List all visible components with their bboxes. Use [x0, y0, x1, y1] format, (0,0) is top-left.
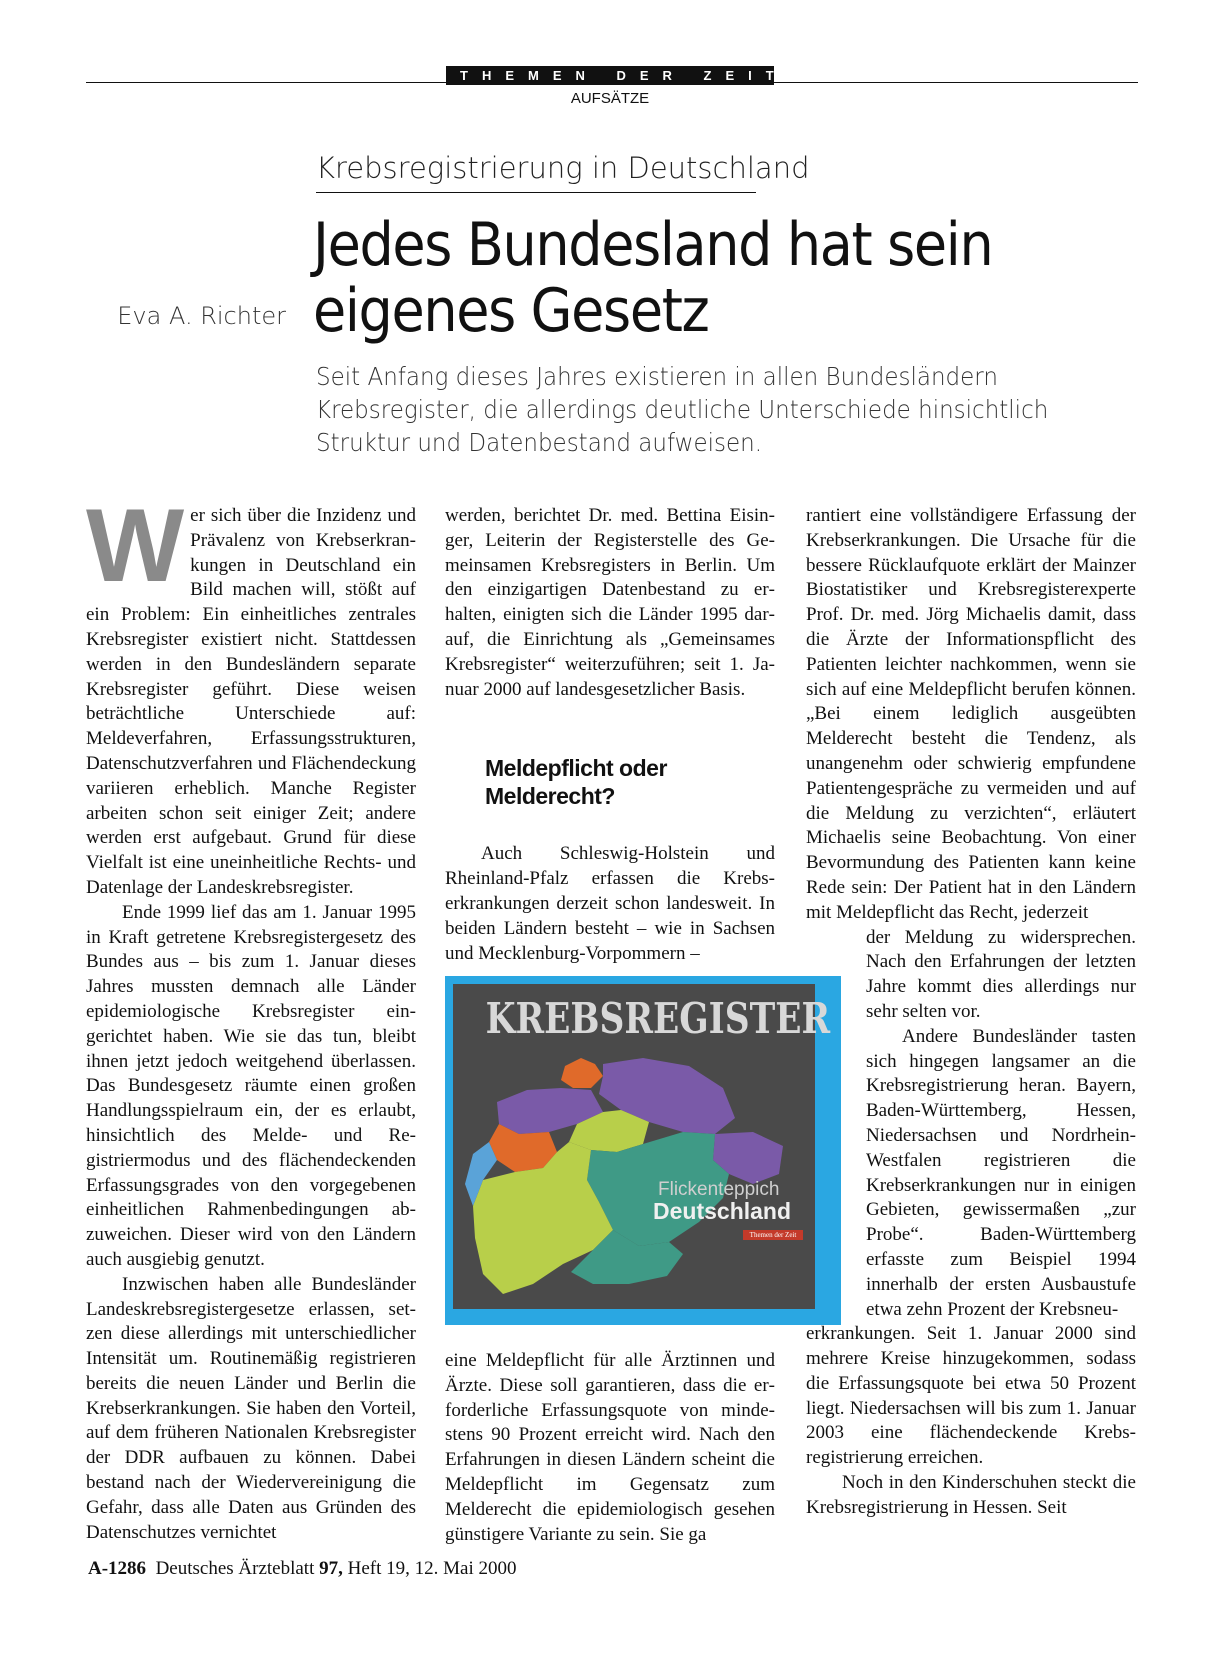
paragraph: Ende 1999 lief das am 1. Januar 1995 in Kraft getretene Krebsregistergesetz des Bundes aus – bis zum 1. Januar dieses Jahres mussten demnach alle Länder epidemiologische Krebsregister eingerichtet haben. Wie sie das tun, bleibt ihnen jetzt jedoch weitgehend überlassen. Das Bundesgesetz räumte einen großen Handlungsspielraum ein, der es erlaubt, hinsichtlich des Melde- und Registriermodus und des flächendeckenden Erfassungsgrades von den vorgegebenen einheitlichen Rahmenbedingungen abzuweichen. Dieser wird von den Ländern auch ausgiebig genutzt. [86, 901, 416, 1270]
subhead-line-2: Melderecht? [485, 783, 615, 810]
kicker-rule [316, 192, 756, 193]
column-1 [86, 488, 416, 1545]
headline-line-2: eigenes Gesetz [313, 276, 709, 346]
paragraph: Noch in den Kinderschuhen steckt die Krebsregistrierung in Hessen. Seit [806, 1472, 1136, 1518]
paragraph: Andere Bundesländer tasten sich hingegen langsamer an die Krebsregistrierung heran. Bayern, Baden-Württemberg, Hessen, Niedersachsen und Nordrhein-Westfalen registrieren die Krebserkrankungen nur in einigen Gebieten, gewissermaßen „zur Probe“. Baden-Württemberg erfasste zum Beispiel 1994 innerhalb der ersten Ausbaustufe etwa zehn Prozent der Krebsneu- [866, 1025, 1136, 1320]
page-number: A-1286 [88, 1558, 147, 1579]
krebsregister-figure [445, 976, 841, 1325]
column-2 [445, 504, 775, 966]
paragraph: Inzwischen haben alle Bundesländer Landeskrebsregistergesetze erlassen, setzen diese allerdings mit unterschiedlicher Intensität um. Routinemäßig registrieren bereits die neuen Länder und Berlin die Krebserkrankungen. Sie haben den Vorteil, auf dem früheren Nationalen Krebsregister der DDR aufbauen zu können. Dabei bestand nach der Wiedervereinigung die Gefahr, dass alle Daten aus Gründen des Datenschutzes vernichtet [86, 1273, 416, 1543]
paragraph: werden, berichtet Dr. med. Bettina Eisinger, Leiterin der Registerstelle des Gemeinsamen Krebsregisters in Berlin. Um den einzigartigen Datenbestand zu erhalten, einigten sich die Länder 1995 darauf, die Einrichtung als „Gemeinsames Krebsregister“ weiterzuführen; seit 1. Januar 2000 auf landesgesetzlicher Basis. [445, 505, 775, 700]
germany-map-image [453, 984, 831, 1309]
article-headline [313, 212, 1051, 344]
drop-cap: W [86, 488, 185, 604]
journal-name: Deutsches Ärzteblatt [155, 1558, 315, 1579]
page-footer [88, 1558, 517, 1580]
section-label: THEMEN DER ZEIT [446, 66, 774, 85]
figure-panel [453, 984, 831, 1309]
article-kicker: Krebsregistrierung in Deutschland [316, 151, 810, 185]
figure-title: KREBSREGISTER [485, 994, 831, 1043]
figure-subtitle-1: Flickenteppich [658, 1179, 780, 1200]
map-region-north [561, 1058, 603, 1088]
paragraph: Wer sich über die Inzidenz und Prävalenz von Krebserkrankungen in Deutschland ein Bild machen will, stößt auf ein Problem: Ein einheitliches zentrales Krebsregister existiert nicht. Stattdessen werden in den Bundesländern separate Krebsregister geführt. Diese weisen beträchtliche Unterschiede auf: Meldeverfahren, Erfassungsstrukturen, Datenschutzverfahren und Flächendeckung variieren erheblich. Manche Register arbeiten schon seit einiger Zeit; andere werden erst aufgebaut. Grund für diese Vielfalt ist eine uneinheitliche Rechts- und Datenlage der Landeskrebsregister. [86, 488, 416, 898]
figure-subtitle-2: Deutschland [653, 1198, 792, 1224]
headline-line-1: Jedes Bundesland hat sein [313, 210, 993, 280]
journal-volume: 97, [319, 1558, 343, 1579]
subhead-line-1: Meldepflicht oder [485, 755, 667, 782]
paragraph: Auch Schleswig-Holstein und Rheinland-Pfalz erfassen die Krebserkrankungen derzeit schon landesweit. In beiden Ländern besteht – wie in Sachsen und Mecklenburg-Vorpommern – [445, 843, 775, 964]
indented-block [866, 926, 1136, 1323]
article-lead: Seit Anfang dieses Jahres existieren in allen Bundesländern Krebsregister, die allerdings deutliche Unterschiede hinsichtlich Struktur und Datenbestand aufweisen. [316, 362, 1049, 457]
paragraph: der Meldung zu widersprechen. Nach den Erfahrungen der letzten Jahre kommt dies allerdings nur sehr selten vor. [866, 926, 1136, 1022]
column-3 [806, 504, 1136, 1521]
paragraph: erkrankungen. Seit 1. Januar 2000 sind mehrere Kreise hinzugekommen, sodass die Erfassungsquote bei etwa 50 Prozent liegt. Niedersachsen will bis zum 1. Januar 2003 eine flächendeckende Krebsregistrierung erreichen. [806, 1323, 1136, 1469]
figure-tag: Themen der Zeit [743, 1230, 803, 1240]
journal-issue: Heft 19, 12. Mai 2000 [347, 1558, 517, 1579]
author-name: Eva A. Richter [117, 302, 286, 330]
column-2-continued [445, 1349, 775, 1547]
paragraph: rantiert eine vollständigere Erfassung der Krebserkrankungen. Die Ursache für die bessere Rücklaufquote erklärt der Mainzer Biostatistiker und Krebsregisterexperte Prof. Dr. med. Jörg Michaelis damit, dass die Ärzte der Informationspflicht des Patienten leichter nachkommen, wenn sie sich auf eine Meldepflicht berufen können. „Bei einem lediglich ausgeübten Melderecht besteht die Tendenz, als unangenehm oder schwierig empfundene Patientengespräche zu vermeiden und auf die Meldung zu verzichten“, erläutert Michaelis seine Beobachtung. Von einer Bevormundung des Patienten kann keine Rede sein: Der Patient hat in den Ländern mit Meldepflicht das Recht, jederzeit [806, 505, 1136, 923]
subsection-label: AUFSÄTZE [570, 90, 650, 107]
section-subhead [485, 754, 775, 810]
paragraph: eine Meldepflicht für alle Ärztinnen und Ärzte. Diese soll garantieren, dass die erforderliche Erfassungsquote von mindestens 90 Prozent erreicht wird. Nach den Erfahrungen in diesen Ländern scheint die Meldepflicht im Gegensatz zum Melderecht die epidemiologisch gesehen günstigere Variante zu sein. Sie ga [445, 1350, 775, 1545]
